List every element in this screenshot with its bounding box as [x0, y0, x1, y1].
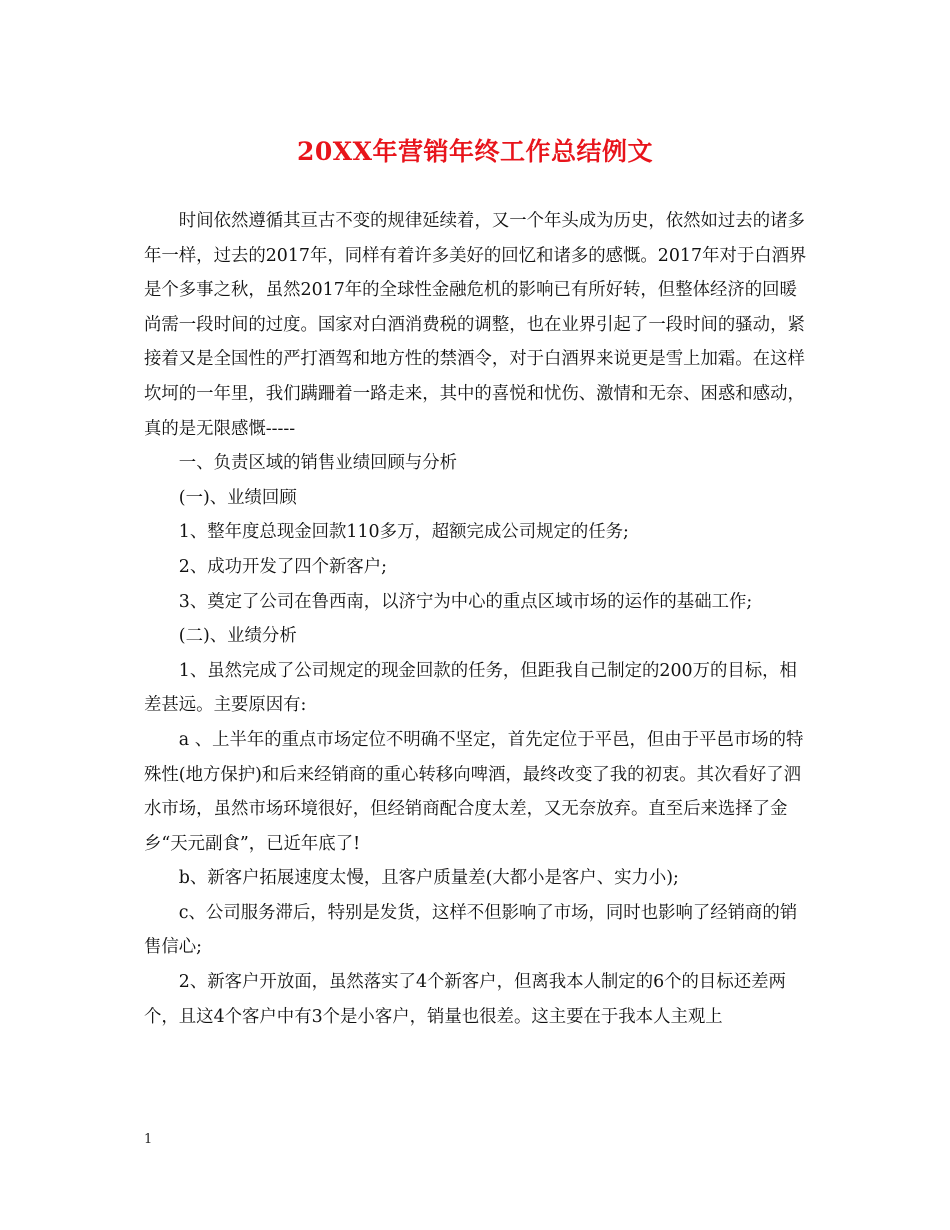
- subsection-heading: (一)、业绩回顾: [178, 487, 297, 508]
- document-title: 20XX年营销年终工作总结例文: [296, 137, 654, 166]
- list-item: 2、成功开发了四个新客户;: [178, 556, 388, 577]
- list-item: 3、奠定了公司在鲁西南，以济宁为中心的重点区域市场的运作的基础工作;: [178, 591, 753, 612]
- list-item: 1、虽然完成了公司规定的现金回款的任务，但距我自己制定的200万的目标，相差甚远。主要原因有:: [144, 660, 797, 716]
- subsection-heading: (二)、业绩分析: [178, 626, 297, 647]
- list-item: a 、上半年的重点市场定位不明确不坚定，首先定位于平邑，但由于平邑市场的特殊性(地方保护)和后来经销商的重心转移向啤酒，最终改变了我的初衷。其次看好了泗水市场，虽然市场环境很好，但经销商配合度太差，又无奈放弃。直至后来选择了金乡“天元副食”，已近年底了!: [144, 729, 804, 854]
- list-item: c、公司服务滞后，特别是发货，这样不但影响了市场，同时也影响了经销商的销售信心;: [144, 902, 798, 958]
- list-item: 1、整年度总现金回款110多万，超额完成公司规定的任务;: [178, 522, 629, 543]
- list-item: b、新客户拓展速度太慢，且客户质量差(大都小是客户、实力小);: [178, 868, 679, 889]
- list-item: 2、新客户开放面，虽然落实了4个新客户，但离我本人制定的6个的目标还差两个，且这4个客户中有3个是小客户，销量也很差。这主要在于我本人主观上: [144, 972, 786, 1027]
- paragraph-intro: 时间依然遵循其亘古不变的规律延续着，又一个年头成为历史，依然如过去的诸多年一样，过去的2017年，同样有着许多美好的回忆和诸多的感慨。2017年对于白酒界是个多事之秋，虽然2017年的全球性金融危机的影响已有所好转，但整体经济的回暖尚需一段时间的过度。国家对白酒消费税的调整，也在业界引起了一段时间的骚动，紧接着又是全国性的严打酒驾和地方性的禁酒令，对于白酒界来说更是雪上加霜。在这样坎坷的一年里，我们蹒跚着一路走来，其中的喜悦和忧伤、激情和无奈、困惑和感动，真的是无限感慨-----: [144, 211, 807, 439]
- document-body: [144, 204, 814, 1034]
- page-number: 1: [144, 1132, 153, 1147]
- section-heading: 一、负责区域的销售业绩回顾与分析: [178, 453, 458, 474]
